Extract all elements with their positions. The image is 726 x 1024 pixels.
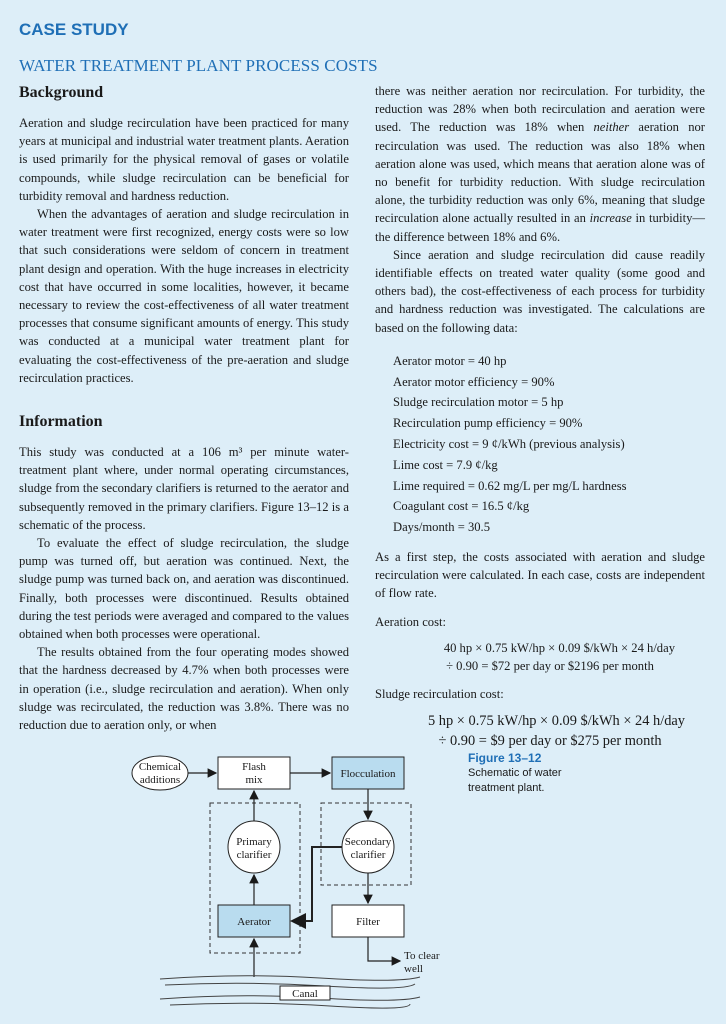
canal-label: Canal bbox=[292, 988, 318, 1000]
results-emphasis-neither: neither bbox=[593, 120, 630, 135]
information-paragraph-1: This study was conducted at a 106 m³ per minute water-treatment plant where, under normal operating circumstances, sludge from the secondary clarifiers is returned to the aerator and subsequently removed in the primary clarifiers. Figure 13–12 is a schematic of the process. bbox=[19, 445, 349, 532]
data-item: Sludge recirculation motor = 5 hp bbox=[393, 395, 564, 410]
calculation-intro-paragraph: Since aeration and sludge recirculation did cause readily identifiable effects on treated water quality (some good and others bad), the cost-effectiveness of each process for turbidity and hardness reduction was investigated. The calculations are based on the following data: bbox=[375, 247, 705, 335]
figure-caption bbox=[468, 750, 588, 796]
aeration-cost-label: Aeration cost: bbox=[375, 614, 446, 629]
sludge-cost-label: Sludge recirculation cost: bbox=[375, 687, 504, 702]
results-paragraph bbox=[375, 82, 705, 246]
chemical-label-2: additions bbox=[139, 774, 181, 786]
data-item: Lime required = 0.62 mg/L per mg/L hardness bbox=[393, 478, 627, 493]
clearwell-label-2: well bbox=[404, 963, 423, 975]
chemical-label-1: Chemical bbox=[138, 761, 182, 773]
aerator-label: Aerator bbox=[237, 916, 271, 928]
background-paragraph-2: When the advantages of aeration and sludge recirculation in water treatment were first recognized, energy costs were so low that such considerations were seldom of concern in treatment plant design and operation. With the huge increases in electricity cost that have occurred in some localities, however, it became necessary to review the cost-effectiveness of all water treatment processes that consume significant amounts of energy. This study was conducted at a municipal water treatment plant for evaluating the cost-effectiveness of the pre-aeration and sludge recirculation practices. bbox=[19, 207, 349, 385]
information-paragraph-3: The results obtained from the four operating modes showed that the hardness decreased by 4.7% when both processes were in operation (i.e., sludge recirculation and aeration). When only sludge was recirculated, the reduction was 3.8%. There was no reduction due to aeration only, or when bbox=[19, 645, 349, 733]
information-heading: Information bbox=[19, 413, 103, 431]
data-item: Aerator motor efficiency = 90% bbox=[393, 374, 555, 389]
schematic-svg bbox=[120, 745, 460, 1015]
filter-label: Filter bbox=[356, 916, 380, 928]
results-text-a: there was neither aeration nor recirculation. For turbidity, the reduction was 28% when both recirculation and aeration were used. The reduction was 18% when bbox=[375, 84, 705, 135]
primary-label-1: Primary bbox=[236, 836, 272, 848]
information-paragraph-2: To evaluate the effect of sludge recirculation, the sludge pump was turned off, but aeration was continued. Next, the sludge pump was turned back on, and aeration was discontinued. Finally, both processes were discontinued. Results obtained during the test periods were averaged and compared to the values obtained when both processes were operational. bbox=[19, 536, 349, 642]
results-text-c: in turbidity—the difference between 18% and 6%. bbox=[375, 211, 705, 244]
arrow-filter-to-clearwell bbox=[368, 937, 400, 961]
background-paragraph-1: Aeration and sludge recirculation have been practiced for many years at municipal and industrial water treatment plants. Aeration is used primarily for the physical removal of gases or volatile compounds, while sludge recirculation can be beneficial for turbidity removal and hardness reduction. bbox=[19, 116, 349, 203]
right-column bbox=[375, 82, 705, 751]
first-step-paragraph: As a first step, the costs associated with aeration and sludge recirculation were calculated. In each case, costs are independent of flow rate. bbox=[375, 550, 705, 601]
figure-title: Figure 13–12 bbox=[468, 751, 542, 765]
data-item: Recirculation pump efficiency = 90% bbox=[393, 416, 583, 431]
figure-caption-text: Schematic of water treatment plant. bbox=[468, 767, 562, 794]
case-study-label: CASE STUDY bbox=[19, 20, 129, 39]
process-schematic bbox=[120, 745, 460, 1015]
background-heading: Background bbox=[19, 84, 104, 101]
results-text-b: aeration nor recirculation was used. The reduction was also 18% when aeration alone was used, which means that aeration alone was of no benefit for turbidity reduction. With sludge recirculation alone, the turbidity reduction was only 6%, meaning that sludge recirculation alone actually resulted in an bbox=[375, 120, 705, 226]
page-title: WATER TREATMENT PLANT PROCESS COSTS bbox=[19, 56, 378, 75]
secondary-label-2: clarifier bbox=[350, 849, 386, 861]
data-item: Days/month = 30.5 bbox=[393, 520, 491, 535]
flash-label-2: mix bbox=[245, 774, 263, 786]
data-item: Electricity cost = 9 ¢/kWh (previous analysis) bbox=[393, 437, 625, 452]
flocculation-label: Flocculation bbox=[340, 768, 396, 780]
data-item: Lime cost = 7.9 ¢/kg bbox=[393, 457, 498, 472]
clearwell-label-1: To clear bbox=[404, 950, 440, 962]
aeration-cost-result: ÷ 0.90 = $72 per day or $2196 per month bbox=[446, 659, 654, 674]
canal-wave-1 bbox=[160, 976, 420, 981]
results-emphasis-increase: increase bbox=[589, 211, 632, 226]
data-item: Coagulant cost = 16.5 ¢/kg bbox=[393, 499, 530, 514]
sludge-cost-result: ÷ 0.90 = $9 per day or $275 per month bbox=[438, 733, 662, 750]
data-item: Aerator motor = 40 hp bbox=[393, 353, 507, 368]
flash-label-1: Flash bbox=[242, 761, 266, 773]
canal-wave-4 bbox=[170, 1003, 410, 1008]
data-list bbox=[393, 351, 705, 538]
primary-label-2: clarifier bbox=[236, 849, 272, 861]
left-column bbox=[19, 82, 349, 734]
secondary-label-1: Secondary bbox=[344, 836, 392, 848]
sludge-cost-formula: 5 hp × 0.75 kW/hp × 0.09 $/kWh × 24 h/day bbox=[428, 713, 685, 730]
aeration-cost-formula: 40 hp × 0.75 kW/hp × 0.09 $/kWh × 24 h/day bbox=[443, 640, 675, 655]
